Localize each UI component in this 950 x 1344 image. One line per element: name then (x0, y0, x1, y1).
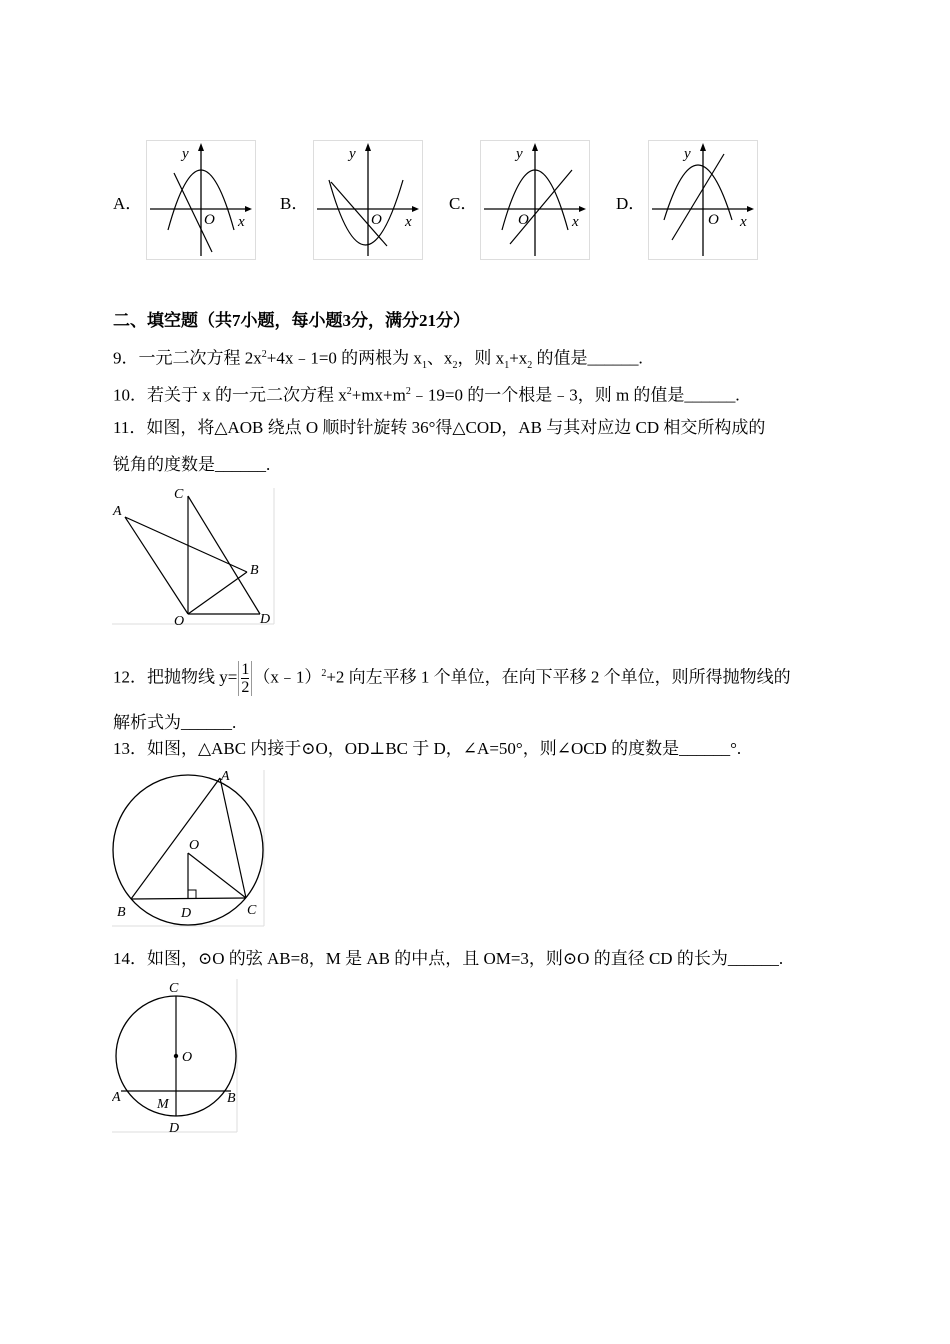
y-axis-label: y (182, 146, 189, 162)
section-title: 二、填空题（共7小题，每小题3分，满分21分） (113, 311, 470, 330)
question-11-line1: 11．如图，将△AOB 绕点 O 顺时针旋转 36°得△COD，AB 与其对应边 CD 相交所构成的 (113, 418, 766, 437)
x-axis-label: x (740, 214, 747, 230)
point-c-label: C (169, 981, 179, 996)
point-d-label: D (169, 1121, 180, 1135)
option-b-label: B． (280, 194, 309, 213)
x-axis-label: x (405, 214, 412, 230)
question-9: 9．一元二次方程 $2x^2+4x﹣1=0$ 的两根为 $x_1$、$x_2$，则 $x_1+x_2$ 的值是______. (113, 348, 643, 372)
option-d-graph (648, 140, 758, 260)
question-12-line2: 解析式为______. (113, 713, 237, 732)
point-b-label: B (117, 905, 126, 920)
x-axis-label: x (572, 214, 579, 230)
option-a-graph (146, 140, 256, 260)
point-d-label: D (181, 906, 192, 921)
figure-14 (112, 977, 242, 1135)
question-11-line2: 锐角的度数是______. (113, 455, 271, 474)
point-a-label: A (113, 504, 122, 519)
question-12-line1: 12．把抛物线 y= $\frac{1}{2}$ （x﹣1）$^2$+2 向左平移 1 个单位，在向下平移 2 个单位，则所得抛物线的 (113, 661, 791, 697)
fraction-one-half: $\frac{1}{2}$ (238, 661, 252, 696)
point-m-label: M (157, 1097, 169, 1112)
y-axis-label: y (516, 146, 523, 162)
origin-label: O (371, 212, 382, 228)
x-axis-label: x (238, 214, 245, 230)
point-a-label: A (221, 769, 230, 784)
option-b-graph (313, 140, 423, 260)
point-a-label: A (112, 1090, 121, 1105)
origin-label: O (204, 212, 215, 228)
point-d-label: D (260, 612, 271, 627)
point-o-label: O (182, 1050, 193, 1065)
option-d-label: D． (616, 194, 646, 213)
origin-label: O (518, 212, 529, 228)
point-c-label: C (174, 487, 184, 502)
question-13: 13．如图，△ABC 内接于⊙O，OD⊥BC 于 D，∠A=50°，则∠OCD 的度数是______°. (113, 739, 742, 758)
option-a-label: A． (113, 194, 143, 213)
origin-label: O (708, 212, 719, 228)
option-c-graph (480, 140, 590, 260)
option-c-label: C． (449, 194, 478, 213)
point-b-label: B (250, 563, 259, 578)
point-o-label: O (174, 614, 185, 628)
point-b-label: B (227, 1091, 236, 1106)
y-axis-label: y (684, 146, 691, 162)
figure-11 (112, 484, 278, 628)
question-14: 14．如图，⊙O 的弦 AB=8，M 是 AB 的中点，且 OM=3，则⊙O 的直径 CD 的长为______. (113, 949, 784, 968)
point-o-label: O (189, 838, 200, 853)
figure-13 (112, 768, 268, 928)
y-axis-label: y (349, 146, 356, 162)
question-10: 10．若关于 x 的一元二次方程 $x^2+mx+m^2﹣19=0$ 的一个根是﹣3，则 m 的值是______. (113, 385, 740, 405)
point-c-label: C (247, 903, 257, 918)
